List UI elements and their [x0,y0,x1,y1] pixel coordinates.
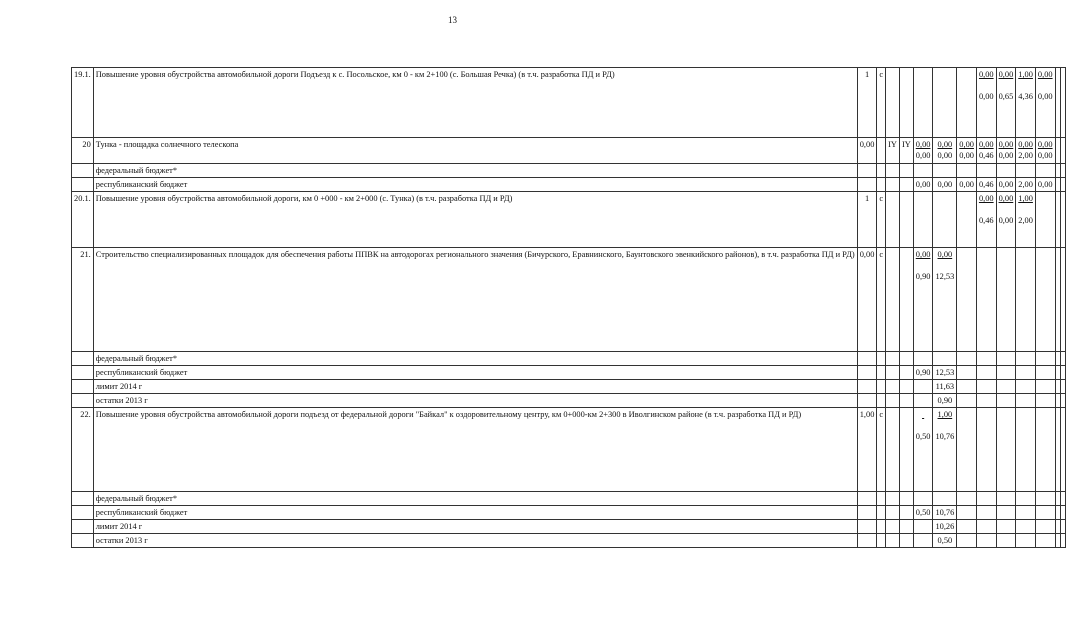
value-cell [957,352,977,366]
value-cell [957,192,977,248]
value-cell [1016,68,1036,138]
table-row [72,248,1066,352]
value-cell [877,394,886,408]
value-cell [1060,138,1065,164]
value-cell [933,164,957,178]
value-cell [1035,408,1055,492]
value-top: 0,00 [1037,70,1053,79]
value-cell [877,164,886,178]
value-bottom: 0,90 [915,272,931,281]
value-cell: 12,53 [933,366,957,380]
value-cell: 0,00 [933,178,957,192]
value-cell [976,192,996,248]
row-number-cell [72,506,94,520]
value-cell [996,394,1016,408]
value-cell: с [877,408,886,492]
table-row [72,164,1066,178]
value-cell [857,178,877,192]
description-cell: Повышение уровня обустройства автомобильной дороги подъезд от федеральной дороги "Байкал" к оздоровительному центру, км 0+000-км 2+300 в Иволгинском районе (в т.ч. разработка ПД и РД) [93,408,857,492]
value-cell [886,380,900,394]
value-cell [913,68,933,138]
value-cell [886,394,900,408]
table-row [72,506,1066,520]
value-cell [976,352,996,366]
value-bottom: 0,00 [1037,92,1053,101]
description-cell: федеральный бюджет* [93,352,857,366]
value-top: 0,00 [959,140,974,149]
value-cell [957,138,977,164]
value-cell [976,534,996,548]
value-bottom: 0,00 [915,151,931,160]
value-cell: 0,46 [976,178,996,192]
value-cell [1016,506,1036,520]
value-cell [976,506,996,520]
value-cell [957,534,977,548]
description-cell: федеральный бюджет* [93,492,857,506]
value-bottom: 0,00 [998,151,1014,160]
value-cell: 0,00 [913,178,933,192]
value-cell [913,138,933,164]
value-cell [1060,366,1065,380]
value-cell [957,506,977,520]
value-cell: IY [899,138,913,164]
row-number-cell: 19.1. [72,68,94,138]
value-bottom: 0,00 [1037,151,1053,160]
value-cell [996,68,1016,138]
table-row [72,380,1066,394]
value-cell [1016,394,1036,408]
value-top: 0,00 [978,140,994,149]
value-cell [996,164,1016,178]
value-cell [899,178,913,192]
value-cell: с [877,248,886,352]
value-bottom: 12,53 [935,272,955,281]
value-cell: 0,00 [857,138,877,164]
budget-table [71,67,1066,548]
value-cell [996,352,1016,366]
value-cell [1060,394,1065,408]
value-cell [976,394,996,408]
value-cell [877,138,886,164]
value-cell [877,534,886,548]
value-cell [857,520,877,534]
row-number-cell: 21. [72,248,94,352]
table-row [72,68,1066,138]
value-top: 0,00 [915,140,931,149]
value-cell [1060,534,1065,548]
value-cell [1035,506,1055,520]
value-cell [899,394,913,408]
value-cell [1016,380,1036,394]
value-cell [996,366,1016,380]
page-number: 13 [448,15,457,25]
value-cell [913,534,933,548]
value-cell [899,68,913,138]
description-cell: республиканский бюджет [93,178,857,192]
value-cell: 0,50 [913,506,933,520]
value-cell [1035,534,1055,548]
value-cell [899,534,913,548]
value-cell [913,492,933,506]
value-cell: 0,00 [957,178,977,192]
value-cell [957,394,977,408]
value-cell [886,178,900,192]
row-number-cell [72,366,94,380]
row-number-cell: 20.1. [72,192,94,248]
value-cell [976,492,996,506]
value-cell: 10,26 [933,520,957,534]
value-cell [857,534,877,548]
value-cell [996,248,1016,352]
value-top: 1,00 [1018,194,1033,203]
value-cell [933,492,957,506]
value-cell [886,352,900,366]
value-top: 0,00 [998,194,1014,203]
value-cell: 0,90 [913,366,933,380]
value-cell [899,380,913,394]
value-cell [996,408,1016,492]
value-cell: 1,00 [857,408,877,492]
value-top: 0,00 [998,140,1014,149]
value-cell [877,352,886,366]
table-row [72,352,1066,366]
value-bottom: 10,76 [935,432,955,441]
value-cell [899,506,913,520]
row-number-cell [72,352,94,366]
value-cell [857,394,877,408]
value-top: 1,00 [1018,70,1033,79]
value-cell [1060,192,1065,248]
value-cell [933,408,957,492]
value-bottom: 4,36 [1018,92,1033,101]
table-body [72,68,1066,548]
value-bottom: 0,50 [915,432,931,441]
value-top: 0,00 [978,194,994,203]
value-bottom: 0,00 [978,92,994,101]
value-top: 0,00 [978,70,994,79]
value-cell [976,248,996,352]
value-cell [877,380,886,394]
value-cell [1016,138,1036,164]
value-cell [913,380,933,394]
value-cell [899,192,913,248]
value-cell [886,366,900,380]
row-number-cell [72,380,94,394]
value-cell [957,380,977,394]
value-cell [877,506,886,520]
value-cell [857,492,877,506]
value-cell [996,506,1016,520]
value-cell [957,164,977,178]
row-number-cell: 20 [72,138,94,164]
value-cell [933,352,957,366]
description-cell: остатки 2013 г [93,394,857,408]
value-cell [1060,248,1065,352]
value-cell [1060,408,1065,492]
value-bottom: 0,00 [937,151,953,160]
value-cell: 0,90 [933,394,957,408]
value-cell [957,248,977,352]
table-row [72,394,1066,408]
description-cell: Строительство специализированных площадок для обеспечения работы ППВК на автодорогах регионального значения (Бичурского, Еравнинского, Баунтовского эвенкийского районов), в т.ч. разработка ПД и РД) [93,248,857,352]
value-bottom: 2,00 [1018,216,1033,225]
value-cell [957,520,977,534]
value-cell [1035,394,1055,408]
value-cell [1060,520,1065,534]
value-top: 0,00 [1037,140,1053,149]
value-cell [1060,506,1065,520]
description-cell: республиканский бюджет [93,366,857,380]
value-cell [933,138,957,164]
value-cell [1016,352,1036,366]
value-cell [899,164,913,178]
table-row [72,178,1066,192]
value-cell [996,534,1016,548]
value-cell [913,394,933,408]
value-cell [1060,178,1065,192]
value-cell [913,408,933,492]
value-cell: 2,00 [1016,178,1036,192]
value-bottom: 0,65 [998,92,1014,101]
description-cell: Повышение уровня обустройства автомобильной дороги, км 0 +000 - км 2+000 (с. Тунка) (в т.ч. разработка ПД и РД) [93,192,857,248]
value-cell [886,520,900,534]
description-cell: остатки 2013 г [93,534,857,548]
value-cell [1016,492,1036,506]
value-top: 0,00 [1018,140,1033,149]
value-cell [976,366,996,380]
value-top: 1,00 [937,410,953,419]
table-row [72,138,1066,164]
value-cell [913,248,933,352]
value-cell [933,248,957,352]
value-cell [957,366,977,380]
value-top: 0,00 [937,140,953,149]
value-cell [1035,352,1055,366]
value-cell [1035,492,1055,506]
value-cell [1060,492,1065,506]
value-cell [899,248,913,352]
value-cell [913,164,933,178]
value-cell [899,408,913,492]
value-cell: 11,63 [933,380,957,394]
value-cell [1035,380,1055,394]
value-cell [899,366,913,380]
value-cell [913,192,933,248]
value-cell [976,520,996,534]
value-cell [857,352,877,366]
row-number-cell [72,534,94,548]
description-cell: лимит 2014 г [93,520,857,534]
row-number-cell [72,492,94,506]
value-cell [1035,138,1055,164]
description-cell: федеральный бюджет* [93,164,857,178]
table-row [72,192,1066,248]
description-cell: лимит 2014 г [93,380,857,394]
value-cell: 0,00 [1035,178,1055,192]
value-cell [1016,408,1036,492]
value-cell [886,248,900,352]
value-top: 0,00 [915,250,931,259]
table-row [72,520,1066,534]
table-row [72,492,1066,506]
value-cell [1016,164,1036,178]
description-cell: Тунка - площадка солнечного телескопа [93,138,857,164]
value-cell [886,506,900,520]
value-bottom: 0,00 [959,151,974,160]
value-cell [886,164,900,178]
value-cell [996,192,1016,248]
description-cell: республиканский бюджет [93,506,857,520]
value-bottom: 0,46 [978,216,994,225]
value-cell: 0,00 [857,248,877,352]
value-top [916,409,931,420]
value-cell [1035,520,1055,534]
row-number-cell [72,520,94,534]
row-number-cell [72,164,94,178]
row-number-cell [72,178,94,192]
value-cell [913,520,933,534]
value-cell: с [877,68,886,138]
value-cell [957,68,977,138]
value-cell [957,492,977,506]
value-top: 0,00 [937,250,953,259]
table-row [72,366,1066,380]
row-number-cell [72,394,94,408]
value-cell [857,506,877,520]
value-cell [1016,248,1036,352]
value-cell: 1 [857,192,877,248]
value-cell [886,408,900,492]
value-cell [976,68,996,138]
value-cell [996,380,1016,394]
description-cell: Повышение уровня обустройства автомобильной дороги Подъезд к с. Посольское, км 0 - км 2+100 (с. Большая Речка) (в т.ч. разработка ПД и РД) [93,68,857,138]
row-number-cell: 22. [72,408,94,492]
value-cell [1060,164,1065,178]
value-cell [877,492,886,506]
value-cell [886,192,900,248]
value-top: 0,00 [998,70,1014,79]
table-row [72,408,1066,492]
value-bottom: 2,00 [1018,151,1033,160]
value-cell [933,192,957,248]
value-cell [886,492,900,506]
value-cell [877,178,886,192]
value-cell [1035,164,1055,178]
value-cell [996,520,1016,534]
value-cell [857,380,877,394]
value-bottom: 0,00 [998,216,1014,225]
value-cell [1035,248,1055,352]
value-cell [1016,520,1036,534]
value-cell [913,352,933,366]
value-cell: 10,76 [933,506,957,520]
value-cell [976,408,996,492]
value-cell [899,492,913,506]
value-cell [1060,352,1065,366]
value-cell [976,164,996,178]
value-cell [857,366,877,380]
value-cell [957,408,977,492]
value-cell [1060,380,1065,394]
table-row [72,534,1066,548]
value-cell: 1 [857,68,877,138]
value-cell [857,164,877,178]
value-cell [976,380,996,394]
value-cell [899,352,913,366]
value-cell [1016,366,1036,380]
value-cell [976,138,996,164]
value-cell [1016,192,1036,248]
value-cell [877,520,886,534]
value-cell [996,492,1016,506]
value-cell [996,138,1016,164]
value-cell [886,68,900,138]
value-cell [877,366,886,380]
value-cell [1035,68,1055,138]
value-cell [886,534,900,548]
value-cell: 0,50 [933,534,957,548]
value-cell [933,68,957,138]
value-cell [1035,192,1055,248]
value-cell: IY [886,138,900,164]
value-bottom: 0,46 [978,151,994,160]
value-cell [1035,366,1055,380]
value-cell [1016,534,1036,548]
value-cell [1060,68,1065,138]
value-cell [899,520,913,534]
value-cell: 0,00 [996,178,1016,192]
value-cell: с [877,192,886,248]
